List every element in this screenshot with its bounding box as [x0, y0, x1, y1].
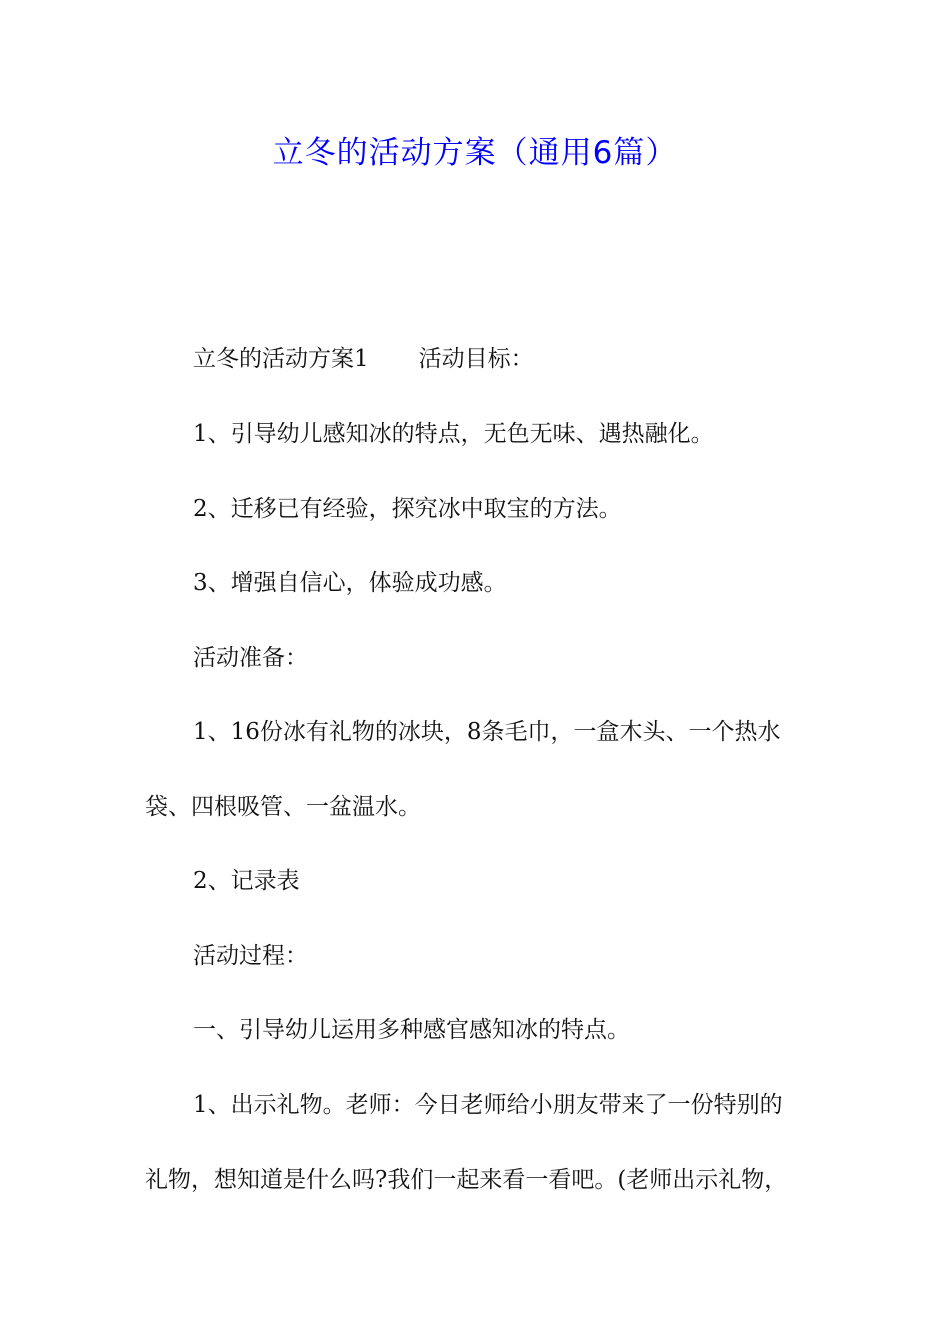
paragraph: 2、迁移已有经验，探究冰中取宝的方法。: [193, 496, 622, 522]
paragraph-continuation: 礼物，想知道是什么吗?我们一起来看一看吧。(老师出示礼物，: [145, 1167, 788, 1193]
section-subheading: 活动目标：: [418, 346, 534, 372]
section-heading-line: [145, 344, 863, 374]
paragraph: 活动准备：: [193, 645, 308, 671]
paragraph-continuation: 袋、四根吸管、一盆温水。: [145, 794, 421, 820]
paragraph: 3、增强自信心，体验成功感。: [193, 570, 507, 596]
paragraph: 1、引导幼儿感知冰的特点，无色无味、遇热融化。: [193, 421, 714, 447]
paragraph: 活动过程：: [193, 943, 308, 969]
paragraph: 一、引导幼儿运用多种感官感知冰的特点。: [193, 1017, 630, 1043]
section-heading: 立冬的活动方案1: [193, 346, 369, 372]
paragraph: 2、记录表: [193, 868, 300, 894]
paragraph: 1、16份冰有礼物的冰块，8条毛巾，一盒木头、一个热水: [193, 719, 781, 745]
document-title: 立冬的活动方案（通用6篇）: [272, 135, 678, 171]
paragraph: 1、出示礼物。老师：今日老师给小朋友带来了一份特别的: [193, 1092, 783, 1118]
